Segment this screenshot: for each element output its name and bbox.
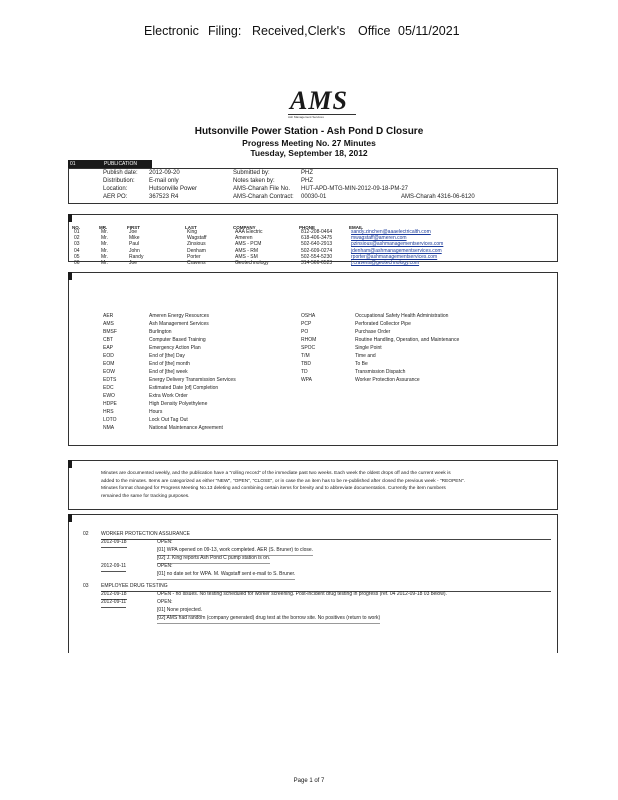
acronym-meaning: High Density Polyethylene [149,401,208,407]
publication-key: Location: [103,186,128,192]
acronym-code: EOD [103,353,114,359]
entry-line: [01] no date set for WPA. M. Wagstaff sent e-mail to S. Bruner. [157,571,295,580]
attendee-cell: 06 [74,260,80,266]
publication-key: Distribution: [103,178,135,184]
publication-num: 01 [70,161,76,167]
acronym-code: EDC [103,385,114,391]
acronym-code: PCP [301,321,312,327]
publication-key: AER PO: [103,194,128,200]
attendee-email-link[interactable]: jdenham@ashmanagementservices.com [351,247,442,254]
stamp-filing: Filing: [208,24,242,38]
acronym-code: EOW [103,369,115,375]
acronym-meaning: Extra Work Order [149,393,188,399]
attendee-row [69,254,557,260]
publication-value: PHZ [301,170,313,176]
attendee-cell: 502-640-2913 [301,241,333,248]
item-title: EMPLOYEE DRUG TESTING [101,583,551,592]
attendee-header: PHONE [299,225,316,230]
attendee-cell: Mr. [101,229,108,235]
attendee-header: LAST [185,225,197,230]
section-marker [68,460,72,468]
attendee-header: FIRST [127,225,140,230]
attendee-email-link[interactable]: rporter@ashmanagementservices.com [351,253,438,260]
document-title: Hutsonville Power Station - Ash Pond D Closure [194,126,424,137]
attendee-cell: Mr. [101,253,108,260]
attendee-email-link[interactable]: sandy.zinchen@aaaelectricalth.com [351,229,431,235]
attendee-cell: Porter [187,253,201,260]
attendee-cell: Geotechnology [235,260,269,266]
attendee-cell: 03 [74,241,80,248]
publication-extra: AMS-Charah 4316-06-6120 [401,194,475,200]
acronym-meaning: Ash Management Services [149,321,209,327]
publication-key: AMS-Charah Contract: [233,194,294,200]
acronym-code: RHOM [301,337,317,343]
acronym-meaning: Emergency Action Plan [149,345,201,351]
attendee-email-link[interactable]: j.cravens@geotechnology.com [351,260,420,266]
page-number: Page 1 of 7 [293,778,325,784]
attendee-cell: Ameren [235,235,253,242]
acronym-code: NMA [103,425,115,431]
ams-logo-subtitle: Ash Management Services [288,114,356,119]
publication-value: 2012-09-20 [149,170,180,176]
attendees-section [68,214,558,266]
stamp-electronic: Electronic [144,24,199,38]
acronym-meaning: Transmission Dispatch [355,369,406,375]
attendee-row [69,229,557,235]
stamp-received: Received,Clerk's [252,24,346,38]
publication-value: Hutsonville Power [149,186,198,192]
acronym-code: EDTS [103,377,117,383]
section-marker [68,272,72,280]
acronym-code: AER [103,313,114,319]
document-subtitle: Progress Meeting No. 27 Minutes [242,138,376,148]
entry-date: 2012-09-18 [101,539,127,548]
attendee-cell: AMS - PCM [235,241,262,248]
attendee-cell: Mr. [101,235,108,242]
attendee-row [69,235,557,241]
entry-date: 2012-09-11 [101,563,126,572]
attendee-cell: Wagstaff [187,235,207,242]
attendee-cell: AMS - SM [235,253,258,260]
attendee-cell: King [187,229,198,235]
acronym-code: AMS [103,321,114,327]
publication-value: PHZ [301,178,313,184]
attendee-row [69,260,557,266]
acronym-meaning: Ameren Energy Resources [149,313,210,319]
entry-line: [02] J. King reports Ash Pond C pump station is on. [157,555,270,564]
attendee-cell: 05 [74,253,80,260]
acronym-code: HRS [103,409,114,415]
publication-key: AMS-Charah File No. [233,186,291,192]
acronym-code: TD [301,369,308,375]
acronym-meaning: To Be [355,361,368,367]
notes-line: Minutes are documented weekly, and the publication have a "rolling record" of the immediate past two weeks. Each week the oldest drops off and the current week is [101,471,451,476]
attendee-email-link[interactable]: pzinsious@ashmanagementservices.com [351,241,444,248]
stamp-date: 05/11/2021 [398,24,460,38]
attendee-cell: Cravens [187,260,206,266]
entry-date: 2012-09-11 [101,599,126,608]
attendee-cell: Paul [129,241,140,248]
acronym-code: EOM [103,361,115,367]
notes-section [68,460,558,510]
ams-logo: AMS [290,86,348,115]
acronym-code: WPA [301,377,313,383]
attendee-cell: Joe [129,260,138,266]
entry-status: OPEN: [157,539,173,545]
acronym-meaning: National Maintenance Agreement [149,425,223,431]
document-date: Tuesday, September 18, 2012 [250,148,368,158]
attendee-header: MR. [99,225,108,230]
attendee-cell: AAA Electric [235,229,263,235]
attendee-cell: Denham [187,247,206,254]
publication-value: HUT-APD-MTG-MIN-2012-09-18-PM-27 [301,186,409,192]
attendee-cell: 04 [74,247,80,254]
acronym-meaning: Occupational Safety Health Administration [355,313,449,319]
publication-value: E-mail only [149,178,179,184]
acronym-meaning: Burlington [149,329,172,335]
section-marker [68,514,72,522]
attendee-cell: 502-554-5230 [301,253,333,260]
attendee-cell: Mr. [101,260,108,266]
acronym-meaning: Computer Based Training [149,337,206,343]
acronym-meaning: Estimated Date [of] Completion [149,385,219,391]
entry-line: [01] None projected. [157,607,202,616]
acronym-code: PO [301,329,309,335]
item-number: 02 [83,531,89,537]
attendee-cell: Mike [129,235,140,242]
attendee-header: COMPANY [233,225,256,230]
stamp-office: Office [358,24,391,38]
attendee-cell: 02 [74,235,80,242]
publication-value: 00030-01 [301,194,327,200]
attendee-cell: 618-406-3475 [301,235,333,242]
attendee-row [69,248,557,254]
entry-status: OPEN - no issues. No testing scheduled for worker screening. Post-incident drug testing in progress (ref. 04 2012-09-18 03 below). [157,591,447,597]
acronym-meaning: Worker Protection Assurance [355,377,420,383]
acronym-meaning: End of [the] month [149,361,190,367]
acronym-meaning: Energy Delivery Transmission Services [149,377,236,383]
item-number: 03 [83,583,89,589]
entry-status: OPEN: [157,563,173,569]
acronym-code: OSHA [301,313,316,319]
section-marker [68,214,72,222]
attendee-row [69,241,557,247]
attendee-email-link[interactable]: mwagstaff@ameren.com [351,235,407,242]
acronym-code: CBT [103,337,113,343]
attendee-cell: 314-566-6523 [301,260,333,266]
entry-line: [01] WPA opened on 09-13, work completed. AER (S. Bruner) to close. [157,547,313,556]
attendee-cell: 502-609-0274 [301,247,333,254]
publication-section [68,168,558,204]
acronym-meaning: Purchase Order [355,329,391,335]
publication-value: 367523 R4 [149,194,179,200]
attendee-cell: Joe [129,229,138,235]
attendee-cell: John [129,247,140,254]
acronym-code: HDPE [103,401,117,407]
attendee-cell: Mr. [101,247,108,254]
entry-line: [02] AMS had random (company generated) drug test at the borrow site. No positives (return to work) [157,615,380,624]
attendee-cell: Zinsious [187,241,206,248]
entry-status: OPEN: [157,599,173,605]
item-title: WORKER PROTECTION ASSURANCE [101,531,551,540]
acronym-meaning: End of [the] Day [149,353,185,359]
acronym-meaning: Single Point [355,345,382,351]
attendee-cell: Mr. [101,241,108,248]
publication-label: PUBLICATION [104,161,137,167]
attendee-header: NO. [72,225,81,230]
attendee-cell: AMS - RM [235,247,259,254]
attendee-header: EMAIL [349,225,363,230]
publication-key: Submitted by: [233,170,270,176]
attendee-cell: 812-208-0464 [301,229,333,235]
notes-line: Minutes format changed for Progress Meeting No.13 deleting and combining certain items for brevity and to abbreviate documentation. Currently the item numbers [101,486,446,491]
acronym-code: SPOC [301,345,316,351]
notes-line: added to the minutes. Items are categorized as either "NEW", "OPEN", "CLOSE", or in case the an item has to be re-published after closed the previous week - "REOPEN". [101,478,465,484]
acronym-meaning: Lock Out Tag Out [149,417,188,423]
publication-key: Publish date: [103,170,138,176]
acronym-code: BMSF [103,329,117,335]
acronym-code: EAP [103,345,114,351]
acronym-meaning: Hours [149,409,163,415]
acronym-meaning: Time and [355,353,376,359]
items-section [68,514,558,653]
publication-tab [68,160,152,168]
publication-key: Notes taken by: [233,178,275,184]
attendee-cell: 01 [74,229,80,235]
entry-date: 2012-09-18 [101,591,127,600]
attendee-cell: Randy [129,253,144,260]
acronym-code: TBD [301,361,311,367]
acronym-code: EWO [103,393,115,399]
acronym-code: T/M [301,353,310,359]
acronyms-section [68,272,558,446]
acronym-code: LOTO [103,417,117,423]
acronym-meaning: Routine Handling, Operation, and Maintenance [355,337,460,343]
notes-line: remained the same for tracking purposes. [101,493,190,499]
acronym-meaning: Perforated Collector Pipe [355,321,411,327]
acronym-meaning: End of [the] week [149,369,188,375]
